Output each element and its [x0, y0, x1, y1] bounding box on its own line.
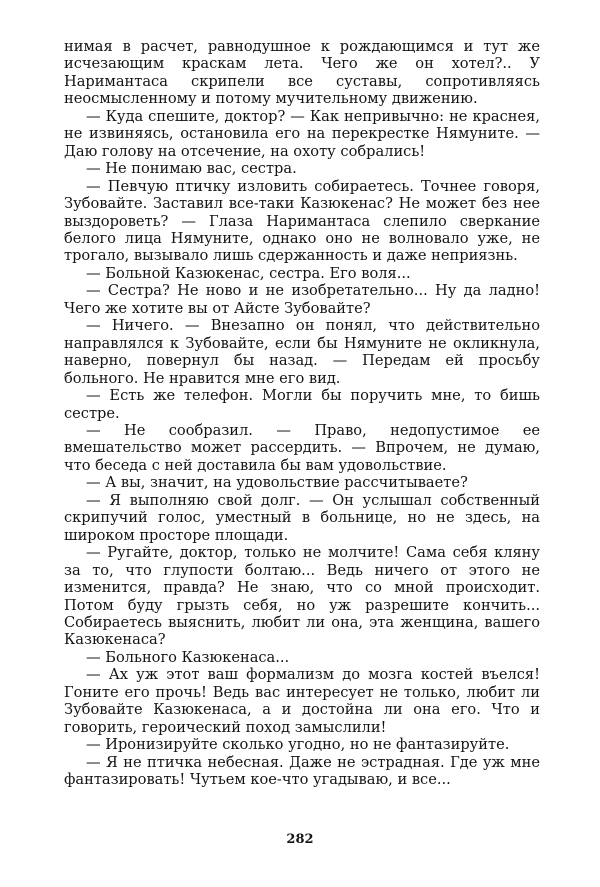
dialogue-line: — Иронизируйте сколько угодно, но не фантазируйте.: [86, 736, 510, 754]
dialogue-line: — Не понимаю вас, сестра.: [86, 160, 297, 178]
page-text: [64, 38, 540, 788]
page-number: 282: [286, 832, 314, 847]
paragraph-continuation: нимая в расчет, равнодушное к рождающимся и тут же исчезающим краскам лета. Чего же он хотел?.. У Наримантаса скрипели все суставы, сопротивляясь неосмысленному и потому мучительному движению.: [64, 38, 540, 108]
dialogue-line: — Ругайте, доктор, только не молчите! Сама себя кляну за то, что глупости болтаю... Ведь ничего от этого не изменится, правда? Не знаю, что со мной происходит. Потом буду грызть себя, но уж разрешите кончить... Собираетесь выяснить, любит ли она, эта женщина, вашего Казюкенаса?: [64, 544, 540, 649]
dialogue-line: — А вы, значит, на удовольствие рассчитываете?: [86, 474, 468, 492]
dialogue-line: — Куда спешите, доктор? — Как непривычно: не краснея, не извиняясь, остановила его на перекрестке Нямуните. — Даю голову на отсечение, на охоту собрались!: [64, 107, 540, 160]
dialogue-line: — Ах уж этот ваш формализм до мозга костей въелся! Гоните его прочь! Ведь вас интересует не только, любит ли Зубовайте Казюкенаса, а и достойна ли она его. Что и говорить, героический поход замыслили!: [64, 666, 540, 736]
dialogue-line: — Сестра? Не ново и не изобретательно... Ну да ладно! Чего же хотите вы от Айсте Зубовайте?: [64, 282, 540, 317]
dialogue-line: — Я не птичка небесная. Даже не эстрадная. Где уж мне фантазировать! Чутьем кое-что угадываю, и все...: [64, 753, 540, 789]
dialogue-line: — Есть же телефон. Могли бы поручить мне, то бишь сестре.: [64, 387, 540, 422]
dialogue-line: — Больной Казюкенас, сестра. Его воля...: [86, 264, 411, 282]
dialogue-line: — Ничего. — Внезапно он понял, что действительно направлялся к Зубовайте, если бы Нямуните не окликнула, наверно, повернул бы назад. — Передам ей просьбу больного. Не нравится мне его вид.: [64, 317, 540, 387]
dialogue-line: — Больного Казюкенаса...: [86, 648, 290, 666]
dialogue-line: — Певчую птичку изловить собираетесь. Точнее говоря, Зубовайте. Заставил все-таки Казюкенас? Не может без нее выздороветь? — Глаза Наримантаса слепило сверкание белого лица Нямуните, однако оно не волновало уже, не трогало, вызывало лишь сдержанность и даже неприязнь.: [64, 177, 540, 265]
dialogue-line: — Я выполняю свой долг. — Он услышал собственный скрипучий голос, уместный в больнице, но не здесь, на широком просторе площади.: [64, 491, 540, 544]
dialogue-line: — Не сообразил. — Право, недопустимое ее вмешательство может рассердить. — Впрочем, не думаю, что беседа с ней доставила бы вам удовольствие.: [64, 421, 540, 474]
